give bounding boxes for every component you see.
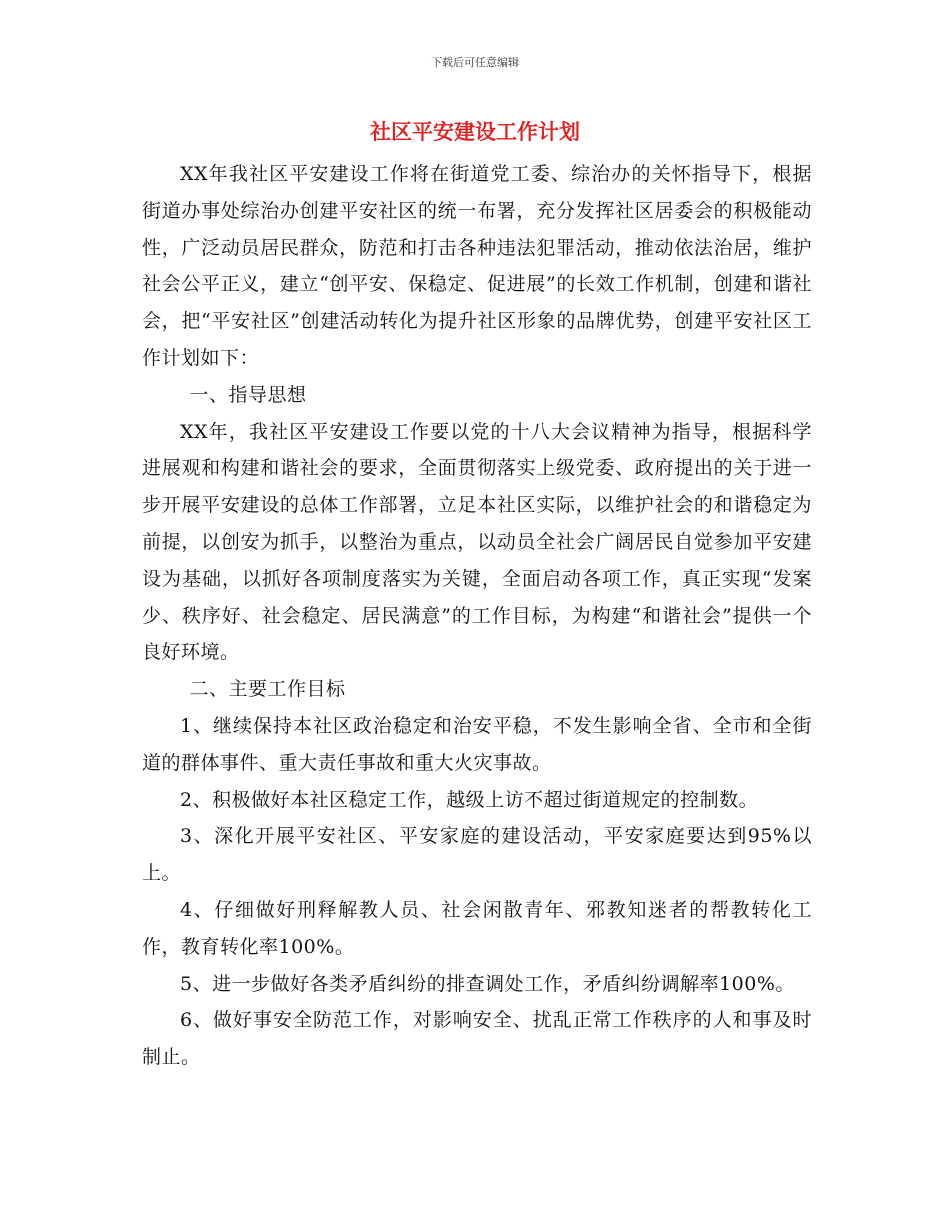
goal-item-1: 1、继续保持本社区政治稳定和治安平稳，不发生影响全省、全市和全街道的群体事件、重大责任事故和重大火灾事故。 <box>142 714 812 774</box>
document-body <box>142 156 812 1076</box>
document-title: 社区平安建设工作计划 <box>370 119 580 144</box>
goal-item-2: 2、积极做好本社区稳定工作，越级上访不超过街道规定的控制数。 <box>180 788 759 811</box>
section-heading-guiding-ideology: 一、指导思想 <box>189 383 307 406</box>
goal-item-6: 6、做好事安全防范工作，对影响安全、扰乱正常工作秩序的人和事及时制止。 <box>142 1009 812 1069</box>
goal-item-3: 3、深化开展平安社区、平安家庭的建设活动，平安家庭要达到95%以上。 <box>142 825 812 885</box>
section-heading-main-goals: 二、主要工作目标 <box>189 678 346 701</box>
guiding-ideology-paragraph: XX年，我社区平安建设工作要以党的十八大会议精神为指导，根据科学进展观和构建和谐社会的要求，全面贯彻落实上级党委、政府提出的关于进一步开展平安建设的总体工作部署，立足本社区实际，以维护社会的和谐稳定为前提，以创安为抓手，以整治为重点，以动员全社会广阔居民自觉参加平安建设为基础，以抓好各项制度落实为关键，全面启动各项工作，真正实现“发案少、秩序好、社会稳定、居民满意”的工作目标，为构建“和谐社会”提供一个良好环境。 <box>142 420 812 664</box>
goal-item-5: 5、进一步做好各类矛盾纠纷的排查调处工作，矛盾纠纷调解率100%。 <box>180 972 795 995</box>
goal-item-4: 4、仔细做好刑释解教人员、社会闲散青年、邪教知迷者的帮教转化工作，教育转化率100%。 <box>142 898 812 958</box>
intro-paragraph: XX年我社区平安建设工作将在街道党工委、综治办的关怀指导下，根据街道办事处综治办创建平安社区的统一布署，充分发挥社区居委会的积极能动性，广泛动员居民群众，防范和打击各种违法犯罪活动，推动依法治居，维护社会公平正义，建立“创平安、保稳定、促进展”的长效工作机制，创建和谐社会，把“平安社区”创建活动转化为提升社区形象的品牌优势，创建平安社区工作计划如下： <box>142 163 812 369</box>
header-note: 下载后可任意编辑 <box>431 56 519 69</box>
